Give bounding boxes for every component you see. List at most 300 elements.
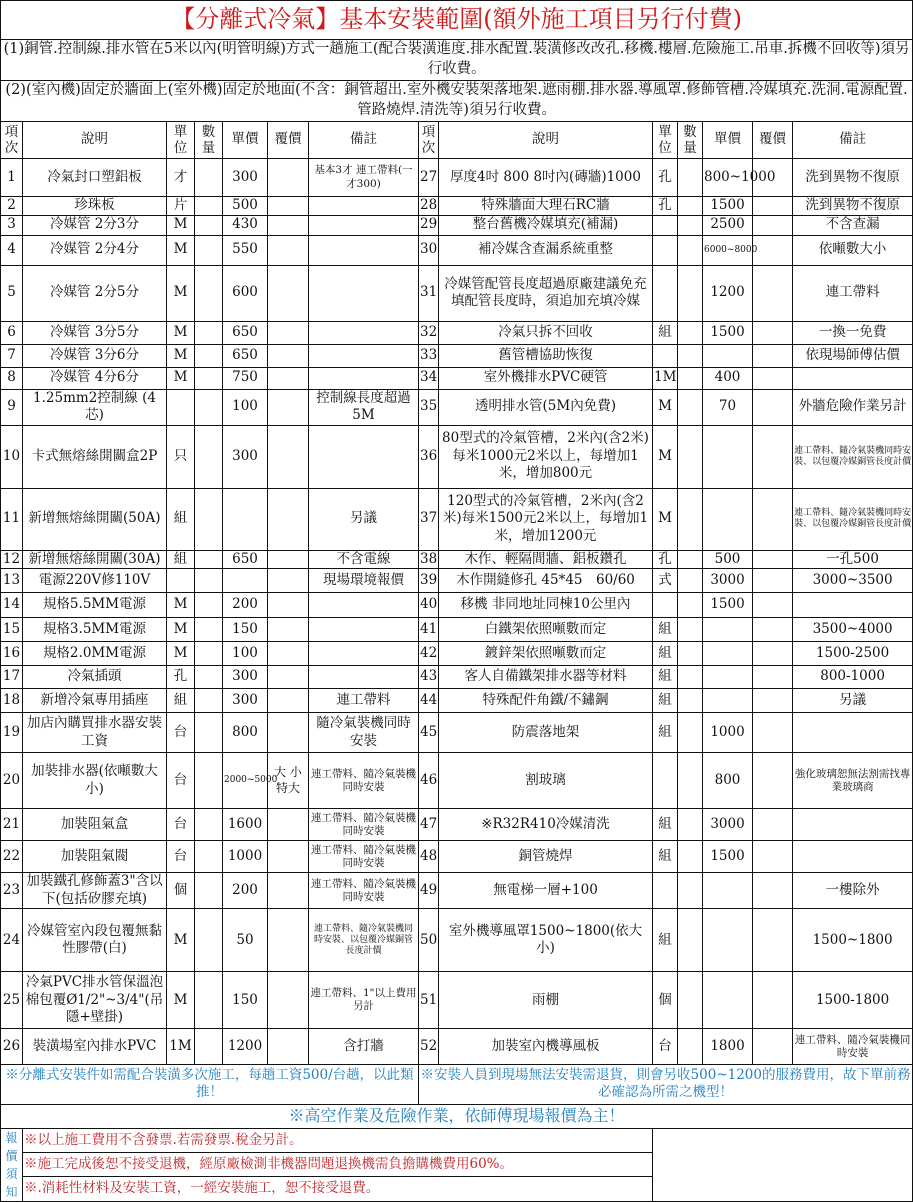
unit-cell: M — [167, 367, 195, 389]
unit-price-cell — [703, 642, 753, 666]
unit-price-cell: 750 — [223, 367, 268, 389]
quantity-cell — [678, 593, 703, 618]
description-cell: 冷媒管配管長度超過原廠建議免充填配管長度時，須追加充填冷媒 — [439, 265, 653, 321]
quantity-cell — [195, 344, 223, 367]
unit-price-cell: 1600 — [223, 809, 268, 841]
header-unit-price: 單價 — [223, 122, 268, 159]
unit-price-cell: 300 — [223, 689, 268, 713]
unit-price-cell: 100 — [223, 389, 268, 425]
footer-table — [0, 1064, 913, 1202]
item-no-cell: 21 — [1, 809, 23, 841]
table-row — [1, 550, 913, 569]
quantity-cell — [678, 367, 703, 389]
description-cell: 室外機排水PVC硬管 — [439, 367, 653, 389]
header-item-no: 項次 — [419, 122, 439, 159]
review-price-cell — [268, 367, 309, 389]
quantity-cell — [678, 873, 703, 909]
table-row — [1, 593, 913, 618]
review-price-cell — [268, 550, 309, 569]
unit-cell: M — [653, 425, 678, 488]
item-no-cell: 14 — [1, 593, 23, 618]
page-title: 【分離式冷氣】基本安裝範圍(額外施工項目另行付費) — [1, 1, 913, 40]
review-price-cell — [753, 1029, 793, 1065]
remark-cell: 連工帶料、隨冷氣裝機同時安裝 — [309, 809, 419, 841]
description-cell: 整台舊機冷媒填充(補漏) — [439, 215, 653, 235]
unit-cell: 台 — [167, 753, 195, 809]
unit-price-cell: 6000~8000 — [703, 235, 753, 265]
notice-item: ※施工完成後恕不接受退機，經原廠檢測非機器問題退換機需負擔購機費用60%。 — [23, 1153, 653, 1177]
quantity-cell — [678, 713, 703, 753]
quantity-cell — [195, 389, 223, 425]
unit-price-cell — [703, 909, 753, 972]
remark-cell: 隨冷氣裝機同時安裝 — [309, 713, 419, 753]
header-description: 說明 — [439, 122, 653, 159]
unit-cell: 組 — [653, 841, 678, 873]
item-no-cell: 13 — [1, 569, 23, 593]
description-cell: 防震落地架 — [439, 713, 653, 753]
unit-price-cell: 600 — [223, 265, 268, 321]
quantity-cell — [195, 321, 223, 344]
item-no-cell: 34 — [419, 367, 439, 389]
item-no-cell: 27 — [419, 159, 439, 197]
table-row — [1, 344, 913, 367]
table-row — [1, 367, 913, 389]
unit-cell: 孔 — [653, 159, 678, 197]
scope-note-2: (2)(室內機)固定於牆面上(室外機)固定於地面(不含：銅管超出.室外機安裝架落地架.遮雨棚.排水器.導風罩.修飾管槽.冷媒填充.洗洞.電源配置.管路燒焊.清洗等)須另行收費。 — [1, 81, 913, 122]
remark-cell — [309, 265, 419, 321]
unit-price-cell: 1500 — [703, 197, 753, 216]
review-price-cell — [753, 713, 793, 753]
unit-price-cell: 300 — [223, 666, 268, 689]
item-no-cell: 41 — [419, 618, 439, 642]
quantity-cell — [678, 344, 703, 367]
item-no-cell: 5 — [1, 265, 23, 321]
unit-cell: M — [167, 215, 195, 235]
item-no-cell: 19 — [1, 713, 23, 753]
unit-cell — [653, 593, 678, 618]
description-cell: 新增無熔絲開關(30A) — [23, 550, 167, 569]
item-no-cell: 46 — [419, 753, 439, 809]
remark-cell: 另議 — [793, 689, 913, 713]
description-cell: 電源220V修110V — [23, 569, 167, 593]
item-no-cell: 38 — [419, 550, 439, 569]
review-price-cell — [753, 235, 793, 265]
unit-cell: 個 — [653, 972, 678, 1029]
remark-cell: 1500~1800 — [793, 909, 913, 972]
unit-cell — [653, 215, 678, 235]
description-cell: 鍍鋅架依照噸數而定 — [439, 642, 653, 666]
item-no-cell: 2 — [1, 197, 23, 216]
unit-price-cell — [703, 972, 753, 1029]
unit-cell — [653, 265, 678, 321]
notice-item: ※.消耗性材料及安裝工資，一經安裝施工，恕不接受退費。 — [23, 1177, 653, 1201]
table-row — [1, 197, 913, 216]
header-unit-price: 單價 — [703, 122, 753, 159]
quantity-cell — [195, 909, 223, 972]
remark-cell — [793, 809, 913, 841]
remark-cell: 連工帶料、隨冷氣裝機同時安裝、以包覆冷媒銅管長度計價 — [793, 488, 913, 550]
item-no-cell: 16 — [1, 642, 23, 666]
unit-price-cell — [703, 618, 753, 642]
item-no-cell: 40 — [419, 593, 439, 618]
quantity-cell — [678, 569, 703, 593]
table-row — [1, 841, 913, 873]
description-cell: 裝潢場室內排水PVC — [23, 1029, 167, 1065]
quantity-cell — [678, 753, 703, 809]
quantity-cell — [195, 569, 223, 593]
item-no-cell: 30 — [419, 235, 439, 265]
remark-cell: 1500-1800 — [793, 972, 913, 1029]
description-cell: 割玻璃 — [439, 753, 653, 809]
review-price-cell — [753, 909, 793, 972]
remark-cell: 800-1000 — [793, 666, 913, 689]
unit-price-cell: 1200 — [703, 265, 753, 321]
description-cell: 加店內購買排水器安裝工資 — [23, 713, 167, 753]
remark-cell: 連工帶料、隨冷氣裝機同時安裝 — [309, 753, 419, 809]
unit-cell: M — [167, 265, 195, 321]
review-price-cell — [753, 841, 793, 873]
item-no-cell: 15 — [1, 618, 23, 642]
description-cell: 120型式的冷氣管槽，2米內(含2米)每米1500元2米以上，每增加1米，增加1200元 — [439, 488, 653, 550]
description-cell: 舊管槽協助恢復 — [439, 344, 653, 367]
header-review-price: 覆價 — [753, 122, 793, 159]
quantity-cell — [195, 197, 223, 216]
header-remark: 備註 — [309, 122, 419, 159]
quantity-cell — [195, 713, 223, 753]
table-row — [1, 642, 913, 666]
item-no-cell: 18 — [1, 689, 23, 713]
review-price-cell — [753, 972, 793, 1029]
table-row — [1, 159, 913, 197]
item-no-cell: 17 — [1, 666, 23, 689]
description-cell: 木作開縫修孔 45*45 60/60 — [439, 569, 653, 593]
quantity-cell — [195, 809, 223, 841]
item-no-cell: 44 — [419, 689, 439, 713]
unit-price-cell — [703, 425, 753, 488]
unit-cell: 1M — [167, 1029, 195, 1065]
review-price-cell — [268, 215, 309, 235]
unit-cell: 只 — [167, 425, 195, 488]
unit-cell: M — [653, 389, 678, 425]
item-no-cell: 51 — [419, 972, 439, 1029]
item-no-cell: 25 — [1, 972, 23, 1029]
remark-cell: 連工帶料、隨冷氣裝機同時安裝 — [309, 873, 419, 909]
item-no-cell: 22 — [1, 841, 23, 873]
description-cell: 移機 非同地址同棟10公里內 — [439, 593, 653, 618]
description-cell: 冷媒管 3分6分 — [23, 344, 167, 367]
unit-cell: M — [167, 344, 195, 367]
review-price-cell — [753, 569, 793, 593]
unit-price-cell: 3000 — [703, 569, 753, 593]
review-price-cell: 大 小 特大 — [268, 753, 309, 809]
remark-cell — [309, 367, 419, 389]
quote-notice-label: 報價須知 — [1, 1128, 23, 1201]
review-price-cell — [268, 235, 309, 265]
review-price-cell — [268, 265, 309, 321]
quantity-cell — [195, 666, 223, 689]
unit-cell: 組 — [167, 689, 195, 713]
review-price-cell — [753, 689, 793, 713]
item-no-cell: 24 — [1, 909, 23, 972]
description-cell: 冷媒管室內段包覆無黏性膠帶(白) — [23, 909, 167, 972]
item-no-cell: 47 — [419, 809, 439, 841]
table-row — [1, 666, 913, 689]
review-price-cell — [753, 321, 793, 344]
table-row — [1, 569, 913, 593]
item-no-cell: 35 — [419, 389, 439, 425]
quantity-cell — [678, 642, 703, 666]
unit-cell: 組 — [653, 321, 678, 344]
description-cell: 加裝排水器(依噸數大小) — [23, 753, 167, 809]
item-no-cell: 36 — [419, 425, 439, 488]
remark-cell: 依現場師傅估價 — [793, 344, 913, 367]
item-no-cell: 32 — [419, 321, 439, 344]
remark-cell — [309, 215, 419, 235]
unit-cell: 台 — [653, 1029, 678, 1065]
item-no-cell: 9 — [1, 389, 23, 425]
review-price-cell — [268, 713, 309, 753]
remark-cell — [793, 713, 913, 753]
review-price-cell — [268, 1029, 309, 1065]
description-cell: 特殊牆面大理石RC牆 — [439, 197, 653, 216]
review-price-cell — [268, 873, 309, 909]
item-no-cell: 3 — [1, 215, 23, 235]
description-cell: 木作、輕隔間牆、鋁板鑽孔 — [439, 550, 653, 569]
remark-cell: 洗到異物不復原 — [793, 197, 913, 216]
quantity-cell — [195, 753, 223, 809]
review-price-cell — [268, 321, 309, 344]
unit-price-cell: 650 — [223, 321, 268, 344]
remark-cell — [793, 367, 913, 389]
unit-cell: 組 — [653, 618, 678, 642]
quantity-cell — [678, 389, 703, 425]
remark-cell: 1500-2500 — [793, 642, 913, 666]
review-price-cell — [753, 344, 793, 367]
blank-cell — [653, 1128, 913, 1201]
review-price-cell — [753, 593, 793, 618]
table-row — [1, 425, 913, 488]
table-row — [1, 321, 913, 344]
item-no-cell: 48 — [419, 841, 439, 873]
table-row — [1, 618, 913, 642]
quantity-cell — [195, 235, 223, 265]
unit-price-cell: 3000 — [703, 809, 753, 841]
item-no-cell: 29 — [419, 215, 439, 235]
item-no-cell: 6 — [1, 321, 23, 344]
description-cell: 冷媒管 2分4分 — [23, 235, 167, 265]
unit-price-cell: 300 — [223, 425, 268, 488]
item-no-cell: 39 — [419, 569, 439, 593]
item-no-cell: 23 — [1, 873, 23, 909]
unit-cell: 台 — [167, 713, 195, 753]
quantity-cell — [678, 1029, 703, 1065]
remark-cell — [309, 344, 419, 367]
quantity-cell — [678, 909, 703, 972]
description-cell: 加裝阻氣盒 — [23, 809, 167, 841]
unit-cell — [653, 753, 678, 809]
quantity-cell — [195, 972, 223, 1029]
description-cell: 1.25mm2控制線 (4芯) — [23, 389, 167, 425]
unit-price-cell: 1000 — [223, 841, 268, 873]
table-row — [1, 689, 913, 713]
header-review-price: 覆價 — [268, 122, 309, 159]
unit-price-cell — [223, 569, 268, 593]
header-quantity: 數量 — [678, 122, 703, 159]
item-no-cell: 4 — [1, 235, 23, 265]
unit-cell: 組 — [653, 713, 678, 753]
unit-price-cell: 1500 — [703, 841, 753, 873]
unit-price-cell: 650 — [223, 344, 268, 367]
remark-cell — [309, 425, 419, 488]
unit-cell: 台 — [167, 841, 195, 873]
unit-price-cell: 100 — [223, 642, 268, 666]
remark-cell — [309, 321, 419, 344]
item-no-cell: 33 — [419, 344, 439, 367]
description-cell: 珍珠板 — [23, 197, 167, 216]
quantity-cell — [678, 618, 703, 642]
remark-cell: 3500~4000 — [793, 618, 913, 642]
unit-price-cell — [223, 488, 268, 550]
remark-cell — [793, 841, 913, 873]
review-price-cell — [268, 593, 309, 618]
quantity-cell — [195, 425, 223, 488]
unit-price-cell: 1200 — [223, 1029, 268, 1065]
header-row — [1, 122, 913, 159]
remark-cell — [309, 197, 419, 216]
unit-cell: 式 — [653, 569, 678, 593]
review-price-cell — [753, 197, 793, 216]
unit-price-cell: 200 — [223, 593, 268, 618]
table-row — [1, 215, 913, 235]
unit-price-cell: 1500 — [703, 593, 753, 618]
quantity-cell — [678, 265, 703, 321]
description-cell: 冷氣封口塑鋁板 — [23, 159, 167, 197]
review-price-cell — [268, 972, 309, 1029]
remark-cell: 控制線長度超過5M — [309, 389, 419, 425]
remark-cell: 連工帶料 — [793, 265, 913, 321]
review-price-cell — [268, 666, 309, 689]
unit-cell: 片 — [167, 197, 195, 216]
unit-cell: 組 — [167, 488, 195, 550]
unit-price-cell: 150 — [223, 972, 268, 1029]
table-row — [1, 1029, 913, 1065]
description-cell: 透明排水管(5M內免費) — [439, 389, 653, 425]
unit-price-cell: 500 — [703, 550, 753, 569]
unit-cell: 孔 — [653, 197, 678, 216]
unit-cell: M — [167, 972, 195, 1029]
header-description: 說明 — [23, 122, 167, 159]
table-row — [1, 488, 913, 550]
remark-cell: 連工帶料、隨冷氣裝機同時安裝 — [309, 841, 419, 873]
review-price-cell — [268, 809, 309, 841]
review-price-cell — [268, 389, 309, 425]
review-price-cell — [753, 488, 793, 550]
quantity-cell — [195, 215, 223, 235]
unit-price-cell: 430 — [223, 215, 268, 235]
description-cell: 冷氣只拆不回收 — [439, 321, 653, 344]
quantity-cell — [195, 593, 223, 618]
header-item-no: 項次 — [1, 122, 23, 159]
unit-price-cell: 400 — [703, 367, 753, 389]
unit-price-cell: 2000~5000 — [223, 753, 268, 809]
header-remark: 備註 — [793, 122, 913, 159]
unit-cell: 孔 — [653, 550, 678, 569]
unit-cell — [167, 389, 195, 425]
remark-cell: 強化玻璃恕無法割需找專業玻璃商 — [793, 753, 913, 809]
unit-cell: M — [167, 642, 195, 666]
unit-cell: 1M — [653, 367, 678, 389]
unit-price-cell: 550 — [223, 235, 268, 265]
quantity-cell — [195, 1029, 223, 1065]
table-row — [1, 809, 913, 841]
description-cell: 卡式無熔絲開關盒2P — [23, 425, 167, 488]
quantity-cell — [678, 321, 703, 344]
description-cell: 雨棚 — [439, 972, 653, 1029]
review-price-cell — [268, 425, 309, 488]
quantity-cell — [195, 618, 223, 642]
unit-price-cell: 800 — [703, 753, 753, 809]
unit-price-cell — [703, 488, 753, 550]
item-no-cell: 45 — [419, 713, 439, 753]
quantity-cell — [195, 841, 223, 873]
unit-price-cell: 1800 — [703, 1029, 753, 1065]
description-cell: 80型式的冷氣管槽，2米內(含2米)每米1000元2米以上，每增加1米，增加800元 — [439, 425, 653, 488]
table-row — [1, 235, 913, 265]
quantity-cell — [678, 425, 703, 488]
remark-cell: 一孔500 — [793, 550, 913, 569]
description-cell: 白鐵架依照噸數而定 — [439, 618, 653, 642]
quantity-cell — [195, 873, 223, 909]
review-price-cell — [268, 642, 309, 666]
description-cell: 規格3.5MM電源 — [23, 618, 167, 642]
remark-cell — [309, 593, 419, 618]
review-price-cell — [753, 389, 793, 425]
review-price-cell — [268, 159, 309, 197]
description-cell: 冷媒管 3分5分 — [23, 321, 167, 344]
unit-price-cell: 1500 — [703, 321, 753, 344]
remark-cell: 連工帶料、隨冷氣裝機同時安裝 — [793, 1029, 913, 1065]
description-cell: 冷媒管 4分6分 — [23, 367, 167, 389]
quantity-cell — [195, 159, 223, 197]
unit-price-cell: 300 — [223, 159, 268, 197]
remark-cell: 一換一免費 — [793, 321, 913, 344]
unit-cell: M — [653, 488, 678, 550]
item-no-cell: 52 — [419, 1029, 439, 1065]
review-price-cell — [753, 618, 793, 642]
quantity-cell — [678, 809, 703, 841]
unit-cell: M — [167, 235, 195, 265]
table-row — [1, 389, 913, 425]
item-no-cell: 1 — [1, 159, 23, 197]
remark-cell: 連工帶料、隨冷氣裝機同時安裝、以包覆冷媒銅管長度計價 — [309, 909, 419, 972]
review-price-cell — [753, 809, 793, 841]
remark-cell: 一樓除外 — [793, 873, 913, 909]
header-unit: 單位 — [167, 122, 195, 159]
review-price-cell — [268, 197, 309, 216]
item-no-cell: 20 — [1, 753, 23, 809]
review-price-cell — [753, 550, 793, 569]
unit-cell: M — [167, 593, 195, 618]
quantity-cell — [195, 689, 223, 713]
quantity-cell — [678, 841, 703, 873]
unit-cell: M — [167, 321, 195, 344]
description-cell: 新增冷氣專用插座 — [23, 689, 167, 713]
unit-cell: 才 — [167, 159, 195, 197]
quantity-cell — [678, 666, 703, 689]
unit-cell — [167, 569, 195, 593]
item-no-cell: 50 — [419, 909, 439, 972]
quantity-cell — [678, 972, 703, 1029]
